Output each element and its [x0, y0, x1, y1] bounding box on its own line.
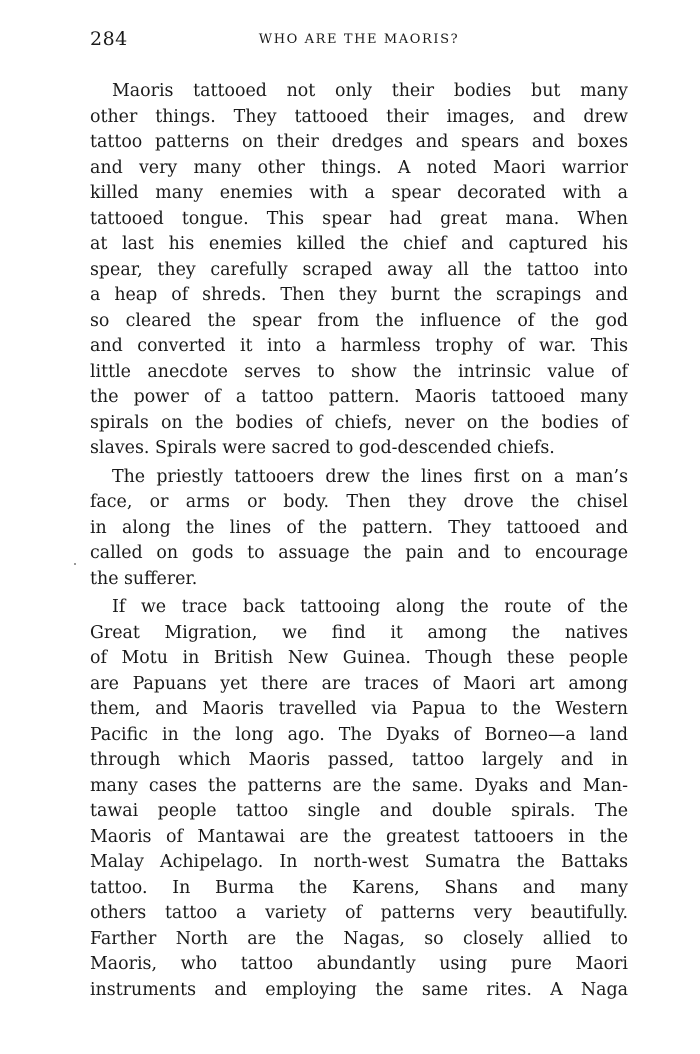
text-line: so cleared the spear from the influence of the god: [90, 310, 628, 331]
text-line: tattoo. In Burma the Karens, Shans and many: [90, 877, 628, 898]
text-line: at last his enemies killed the chief and captured his: [90, 234, 628, 254]
text-line: many cases the patterns are the same. Dyaks and Man-: [90, 775, 628, 796]
text-line: instruments and employing the same rites. A Naga: [90, 979, 628, 1000]
text-line: and converted it into a harmless trophy of war. This: [90, 336, 628, 356]
text-line: slaves. Spirals were sacred to god-descended chiefs.: [90, 438, 555, 458]
running-head: [90, 28, 628, 54]
text-line: are Papuans yet there are traces of Maori art among: [90, 673, 628, 694]
text-line: Farther North are the Nagas, so closely allied to: [90, 928, 628, 949]
text-line: tattooed tongue. This spear had great mana. When: [90, 208, 628, 229]
text-line: killed many enemies with a spear decorated with a: [90, 183, 628, 203]
page-number: 284: [90, 28, 128, 50]
text-line: other things. They tattooed their images, and drew: [90, 106, 628, 127]
text-line: spear, they carefully scraped away all the tattoo into: [90, 259, 628, 280]
text-line: face, or arms or body. Then they drove the chisel: [90, 492, 628, 512]
paragraph: [90, 595, 628, 1003]
paragraph: [90, 465, 628, 593]
text-line: in along the lines of the pattern. They tattooed and: [90, 517, 628, 538]
text-line: spirals on the bodies of chiefs, never on the bodies of: [90, 412, 628, 433]
text-line: a heap of shreds. Then they burnt the scrapings and: [90, 285, 628, 305]
text-line: them, and Maoris travelled via Papua to the Western: [90, 699, 628, 719]
text-line: tawai people tattoo single and double spirals. The: [90, 801, 628, 821]
text-line: little anecdote serves to show the intrinsic value of: [90, 361, 628, 382]
text-line: through which Maoris passed, tattoo largely and in: [90, 750, 628, 770]
text-line: The priestly tattooers drew the lines first on a man’s: [112, 466, 628, 487]
text-line: Maoris of Mantawai are the greatest tattooers in the: [90, 826, 628, 847]
text-line: Maoris tattooed not only their bodies but many: [112, 81, 628, 101]
print-speck: [74, 563, 76, 565]
text-line: the sufferer.: [90, 568, 198, 589]
text-line: Maoris, who tattoo abundantly using pure Maori: [90, 954, 628, 974]
text-line: If we trace back tattooing along the route of the: [112, 597, 628, 617]
text-line: called on gods to assuage the pain and to encourage: [90, 543, 628, 563]
running-title: WHO ARE THE MAORIS?: [258, 32, 460, 47]
text-line: the power of a tattoo pattern. Maoris tattooed many: [90, 387, 628, 407]
text-line: and very many other things. A noted Maori warrior: [90, 157, 628, 178]
text-line: others tattoo a variety of patterns very beautifully.: [90, 903, 628, 923]
text-line: of Motu in British New Guinea. Though these people: [90, 648, 628, 668]
text-line: Malay Achipelago. In north-west Sumatra the Battaks: [90, 852, 628, 872]
paragraph: [90, 79, 628, 462]
text-line: Pacific in the long ago. The Dyaks of Borneo—a land: [90, 724, 628, 745]
text-line: Great Migration, we find it among the natives: [90, 622, 628, 643]
text-line: tattoo patterns on their dredges and spears and boxes: [90, 132, 628, 152]
body-text: [90, 79, 628, 1003]
